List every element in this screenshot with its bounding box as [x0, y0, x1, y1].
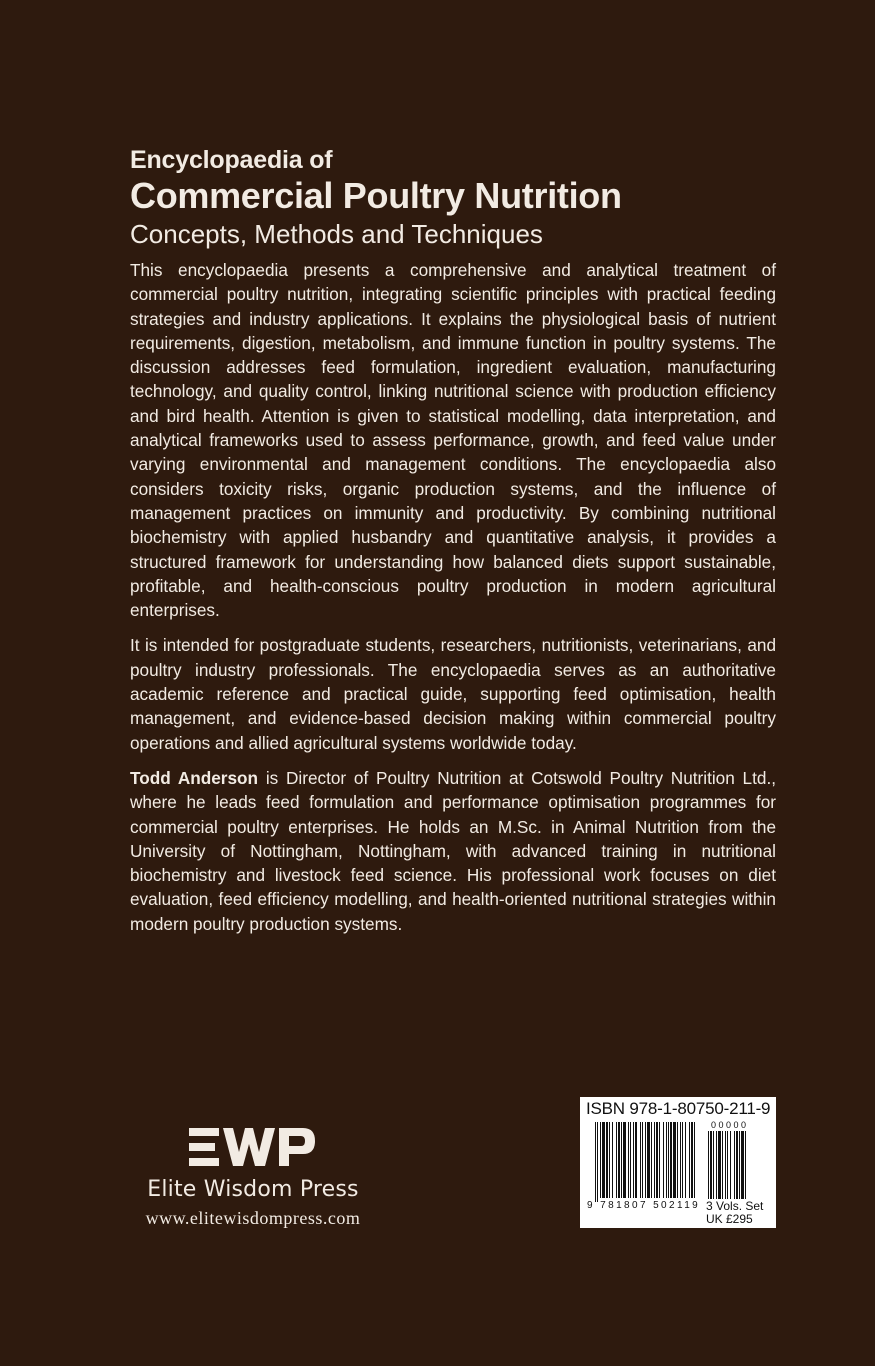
publisher-name: Elite Wisdom Press: [147, 1177, 359, 1202]
author-bio: [130, 766, 776, 936]
title-line-1: Encyclopaedia of: [130, 146, 333, 174]
publisher-block: [130, 1124, 376, 1230]
set-info: [706, 1200, 763, 1226]
book-subtitle: Concepts, Methods and Techniques: [130, 219, 543, 249]
publisher-logo: [189, 1124, 317, 1170]
addon-barcode: [708, 1131, 758, 1200]
description-paragraph-1: This encyclopaedia presents a comprehensive and analytical treatment of commercial poultry nutrition, integrating scientific principles with practical feeding strategies and industry applications. It explains the physiological basis of nutrient requirements, digestion, metabolism, and immune function in poultry systems. The discussion addresses feed formulation, ingredient evaluation, manufacturing technology, and quality control, linking nutritional science with production efficiency and bird health. Attention is given to statistical modelling, data interpretation, and analytical frameworks used to assess performance, growth, and feed value under varying environmental and management conditions. The encyclopaedia also considers toxicity risks, organic production systems, and the influence of management practices on immunity and productivity. By combining nutritional biochemistry with applied husbandry and quantitative analysis, it provides a structured framework for understanding how balanced diets support sustainable, profitable, and health-conscious poultry production in modern agricultural enterprises.: [130, 260, 776, 621]
author-name: Todd Anderson: [130, 767, 259, 788]
description-paragraph-2: It is intended for postgraduate students, researchers, nutritionists, veterinarians, and poultry industry professionals. The encyclopaedia serves as an authoritative academic reference and practical guide, supporting feed optimisation, health management, and evidence-based decision making within commercial poultry operations and allied agricultural systems worldwide today.: [130, 635, 776, 753]
set-volumes: 3 Vols. Set: [706, 1199, 764, 1213]
book-title: Commercial Poultry Nutrition: [130, 175, 622, 216]
isbn-barcode: [595, 1122, 695, 1202]
description-block: [130, 258, 776, 947]
author-bio-text: is Director of Poultry Nutrition at Cotswold Poultry Nutrition Ltd., where he leads feed formulation and performance optimisation programmes for commercial poultry enterprises. He holds an M.Sc. in Animal Nutrition from the University of Nottingham, Nottingham, with advanced training in nutritional biochemistry and livestock feed science. His professional work focuses on diet evaluation, feed efficiency modelling, and health-oriented nutritional strategies within modern poultry production systems.: [130, 767, 776, 934]
barcode-digits: 9 781807 502119: [587, 1200, 701, 1211]
isbn-text: ISBN 978-1-80750-211-9: [586, 1099, 771, 1118]
title-block: [130, 145, 622, 251]
set-price: UK £295: [706, 1212, 753, 1226]
addon-digits: 00000: [711, 1120, 749, 1130]
barcode-box: [580, 1097, 776, 1228]
publisher-url: www.elitewisdompress.com: [145, 1208, 361, 1228]
